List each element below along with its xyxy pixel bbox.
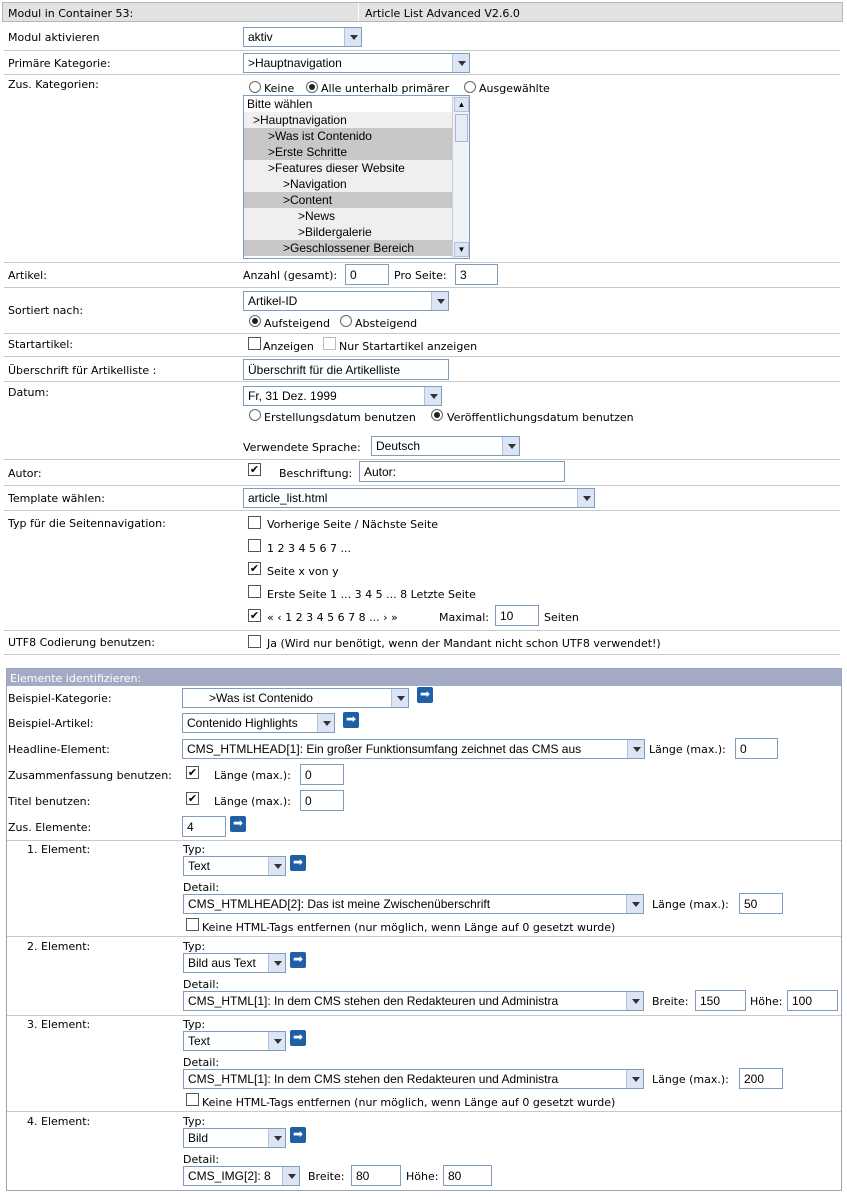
row-separator <box>4 333 840 334</box>
chevron-down-icon <box>268 857 285 875</box>
element-4-label: 4. Element: <box>27 1115 91 1128</box>
template-label: Template wählen: <box>8 492 105 505</box>
sort-asc-radio[interactable] <box>249 315 261 327</box>
radio-selected-label: Ausgewählte <box>479 82 550 95</box>
list-item[interactable]: >Was ist Contenido <box>244 128 452 144</box>
date-published-label: Veröffentlichungsdatum benutzen <box>447 411 634 424</box>
scroll-up-icon[interactable]: ▲ <box>454 97 469 112</box>
chevron-down-icon <box>626 895 643 913</box>
headline-length-input[interactable]: 0 <box>735 738 778 759</box>
summary-length-label: Länge (max.): <box>214 769 291 782</box>
date-label: Datum: <box>8 386 49 399</box>
element-1-nostrip-label: Keine HTML-Tags entfernen (nur möglich, wenn Länge auf 0 gesetzt wurde) <box>202 921 616 934</box>
language-label: Verwendete Sprache: <box>243 441 361 454</box>
element-2-height-label: Höhe: <box>750 995 783 1008</box>
start-only-checkbox[interactable] <box>323 337 336 350</box>
utf8-text: Ja (Wird nur benötigt, wenn der Mandant nicht schon UTF8 verwendet!) <box>267 637 661 650</box>
article-count-label: Anzahl (gesamt): <box>243 269 338 282</box>
element-3-length-input[interactable]: 200 <box>739 1068 783 1089</box>
category-listbox[interactable] <box>243 95 470 259</box>
element-2-width-input[interactable]: 150 <box>695 990 746 1011</box>
element-1-length-input[interactable]: 50 <box>739 893 783 914</box>
extra-elements-label: Zus. Elemente: <box>8 821 92 834</box>
element-2-detail-select[interactable]: CMS_HTML[1]: In dem CMS stehen den Redakteuren und Administra <box>183 991 644 1011</box>
element-2-label: 2. Element: <box>27 940 91 953</box>
radio-selected[interactable] <box>464 81 476 93</box>
module-header <box>2 2 843 22</box>
primary-category-label: Primäre Kategorie: <box>8 57 111 70</box>
nav-option-label: Vorherige Seite / Nächste Seite <box>267 518 439 531</box>
start-show-checkbox[interactable] <box>248 337 261 350</box>
element-2-detail-label: Detail: <box>183 978 220 991</box>
title-length-label: Länge (max.): <box>214 795 291 808</box>
article-count-input[interactable]: 0 <box>345 264 389 285</box>
list-item[interactable]: >News <box>244 208 452 224</box>
radio-all-below[interactable] <box>306 81 318 93</box>
chevron-down-icon <box>626 992 643 1010</box>
element-4-height-label: Höhe: <box>406 1170 439 1183</box>
element-1-nostrip-checkbox[interactable] <box>186 918 199 931</box>
chevron-down-icon <box>282 1167 299 1185</box>
arrow-right-icon[interactable]: ➡ <box>230 816 246 832</box>
chevron-down-icon <box>268 1129 285 1147</box>
sort-asc-label: Aufsteigend <box>264 317 330 330</box>
element-3-type-select[interactable]: Text <box>183 1031 286 1051</box>
caption-label: Beschriftung: <box>279 467 353 480</box>
element-1-length-label: Länge (max.): <box>652 898 729 911</box>
row-separator <box>7 1111 841 1112</box>
nav-max-input[interactable]: 10 <box>495 605 539 626</box>
activate-label: Modul aktivieren <box>8 31 100 44</box>
row-separator <box>7 936 841 937</box>
row-separator <box>4 630 840 631</box>
language-select[interactable]: Deutsch <box>371 436 520 456</box>
per-page-label: Pro Seite: <box>394 269 447 282</box>
example-article-label: Beispiel-Artikel: <box>8 717 94 730</box>
chevron-down-icon <box>268 1032 285 1050</box>
extra-elements-input[interactable]: 4 <box>182 816 226 837</box>
element-4-type-select[interactable]: Bild <box>183 1128 286 1148</box>
element-4-detail-label: Detail: <box>183 1153 220 1166</box>
summary-length-input[interactable]: 0 <box>300 764 344 785</box>
element-3-nostrip-label: Keine HTML-Tags entfernen (nur möglich, wenn Länge auf 0 gesetzt wurde) <box>202 1096 616 1109</box>
listbox-scrollbar[interactable] <box>452 96 469 258</box>
primary-category-select[interactable]: >Hauptnavigation <box>243 53 470 73</box>
element-4-width-label: Breite: <box>308 1170 345 1183</box>
per-page-input[interactable]: 3 <box>455 264 498 285</box>
list-item[interactable]: >Features dieser Website <box>244 160 452 176</box>
chevron-down-icon <box>431 292 448 310</box>
arrow-right-icon[interactable]: ➡ <box>290 952 306 968</box>
chevron-down-icon <box>502 437 519 455</box>
list-item[interactable]: >Erste Schritte <box>244 144 452 160</box>
element-3-type-label: Typ: <box>183 1018 206 1031</box>
author-label: Autor: <box>8 467 42 480</box>
extra-categories-label: Zus. Kategorien: <box>8 78 99 91</box>
page-nav-type-label: Typ für die Seitennavigation: <box>8 517 166 530</box>
summary-label: Zusammenfassung benutzen: <box>8 769 172 782</box>
row-separator <box>4 485 840 486</box>
nav-pages-label: Seiten <box>544 611 579 624</box>
sort-desc-radio[interactable] <box>340 315 352 327</box>
chevron-down-icon <box>424 387 441 405</box>
date-created-radio[interactable] <box>249 409 261 421</box>
element-2-height-input[interactable]: 100 <box>787 990 838 1011</box>
chevron-down-icon <box>626 1070 643 1088</box>
element-4-detail-select[interactable]: CMS_IMG[2]: 8 <box>183 1166 300 1186</box>
element-1-label: 1. Element: <box>27 843 91 856</box>
arrow-right-icon[interactable]: ➡ <box>290 855 306 871</box>
example-category-label: Beispiel-Kategorie: <box>8 692 112 705</box>
utf8-label: UTF8 Codierung benutzen: <box>8 636 155 649</box>
caption-input[interactable]: Autor: <box>359 461 565 482</box>
arrow-right-icon[interactable]: ➡ <box>290 1030 306 1046</box>
list-item[interactable]: >Bildergalerie <box>244 224 452 240</box>
nav-max-label: Maximal: <box>439 611 490 624</box>
element-4-type-label: Typ: <box>183 1115 206 1128</box>
radio-all-below-label: Alle unterhalb primärer <box>321 82 450 95</box>
element-1-detail-label: Detail: <box>183 881 220 894</box>
list-item[interactable]: >Geschlossener Bereich <box>244 240 452 256</box>
article-label: Artikel: <box>8 269 47 282</box>
nav-option-label: 1 2 3 4 5 6 7 ... <box>267 542 351 555</box>
row-separator <box>4 356 840 357</box>
arrow-right-icon[interactable]: ➡ <box>417 687 433 703</box>
chevron-down-icon <box>391 689 408 707</box>
title-length-input[interactable]: 0 <box>300 790 344 811</box>
row-separator <box>7 840 841 841</box>
element-2-width-label: Breite: <box>652 995 689 1008</box>
nav-option-label: « ‹ 1 2 3 4 5 6 7 8 ... › » <box>267 611 398 624</box>
nav-option-checkbox[interactable] <box>248 516 261 529</box>
list-item[interactable]: Bitte wählen <box>247 97 313 111</box>
nav-option-checkbox[interactable]: ✔ <box>249 562 260 575</box>
row-separator <box>4 654 840 655</box>
element-3-length-label: Länge (max.): <box>652 1073 729 1086</box>
arrow-right-icon[interactable]: ➡ <box>343 712 359 728</box>
nav-option-checkbox[interactable] <box>248 539 261 552</box>
radio-none[interactable] <box>249 81 261 93</box>
headline-length-label: Länge (max.): <box>649 743 726 756</box>
heading-label: Überschrift für Artikelliste : <box>8 364 157 377</box>
date-created-label: Erstellungsdatum benutzen <box>264 411 416 424</box>
element-1-type-select[interactable]: Text <box>183 856 286 876</box>
sort-label: Sortiert nach: <box>8 304 84 317</box>
row-separator <box>7 1015 841 1016</box>
element-3-detail-select[interactable]: CMS_HTML[1]: In dem CMS stehen den Redakteuren und Administra <box>183 1069 644 1089</box>
element-4-width-input[interactable]: 80 <box>351 1165 401 1186</box>
chevron-down-icon <box>268 954 285 972</box>
template-select[interactable]: article_list.html <box>243 488 595 508</box>
date-select[interactable]: Fr, 31 Dez. 1999 <box>243 386 442 406</box>
start-article-label: Startartikel: <box>8 338 74 351</box>
nav-option-label: Seite x von y <box>267 565 339 578</box>
list-item[interactable]: >Hauptnavigation <box>244 112 452 128</box>
date-published-radio[interactable] <box>431 409 443 421</box>
utf8-checkbox[interactable] <box>248 635 261 648</box>
row-separator <box>4 287 840 288</box>
arrow-right-icon[interactable]: ➡ <box>290 1127 306 1143</box>
start-show-label: Anzeigen <box>263 340 314 353</box>
header-divider <box>358 3 359 21</box>
headline-element-select[interactable]: CMS_HTMLHEAD[1]: Ein großer Funktionsumfang zeichnet das CMS aus <box>182 739 645 759</box>
chevron-down-icon <box>627 740 644 758</box>
sort-select[interactable]: Artikel-ID <box>243 291 449 311</box>
element-3-nostrip-checkbox[interactable] <box>186 1093 199 1106</box>
nav-option-checkbox[interactable] <box>248 585 261 598</box>
author-checkbox[interactable]: ✔ <box>249 463 260 476</box>
scroll-thumb[interactable] <box>455 114 468 142</box>
chevron-down-icon <box>577 489 594 507</box>
row-separator <box>4 50 840 51</box>
title-checkbox[interactable]: ✔ <box>187 792 198 805</box>
start-only-label: Nur Startartikel anzeigen <box>339 340 478 353</box>
row-separator <box>4 381 840 382</box>
chevron-down-icon <box>317 714 334 732</box>
activate-select[interactable]: aktiv <box>243 27 362 47</box>
row-separator <box>4 74 840 75</box>
element-2-type-select[interactable]: Bild aus Text <box>183 953 286 973</box>
row-separator <box>4 262 840 263</box>
container-label: Modul in Container 53: <box>8 7 134 20</box>
title-use-label: Titel benutzen: <box>8 795 91 808</box>
elements-section-header: Elemente identifizieren: <box>7 669 841 686</box>
chevron-down-icon <box>452 54 469 72</box>
row-separator <box>4 459 840 460</box>
headline-element-label: Headline-Element: <box>8 743 110 756</box>
chevron-down-icon <box>344 28 361 46</box>
list-item[interactable]: >Content <box>244 192 452 208</box>
element-3-label: 3. Element: <box>27 1018 91 1031</box>
element-1-type-label: Typ: <box>183 843 206 856</box>
element-2-type-label: Typ: <box>183 940 206 953</box>
nav-option-checkbox[interactable]: ✔ <box>249 609 260 622</box>
example-category-select[interactable]: >Was ist Contenido <box>182 688 409 708</box>
radio-none-label: Keine <box>264 82 295 95</box>
scroll-down-icon[interactable]: ▼ <box>454 242 469 257</box>
element-1-detail-select[interactable]: CMS_HTMLHEAD[2]: Das ist meine Zwischenüberschrift <box>183 894 644 914</box>
heading-input[interactable]: Überschrift für die Artikelliste <box>243 359 449 380</box>
module-version: Article List Advanced V2.6.0 <box>365 7 520 20</box>
summary-checkbox[interactable]: ✔ <box>187 766 198 779</box>
sort-desc-label: Absteigend <box>355 317 418 330</box>
nav-option-label: Erste Seite 1 ... 3 4 5 ... 8 Letzte Seite <box>267 588 476 601</box>
example-article-select[interactable]: Contenido Highlights <box>182 713 335 733</box>
element-4-height-input[interactable]: 80 <box>443 1165 492 1186</box>
list-item[interactable]: >Navigation <box>244 176 452 192</box>
row-separator <box>4 510 840 511</box>
element-3-detail-label: Detail: <box>183 1056 220 1069</box>
